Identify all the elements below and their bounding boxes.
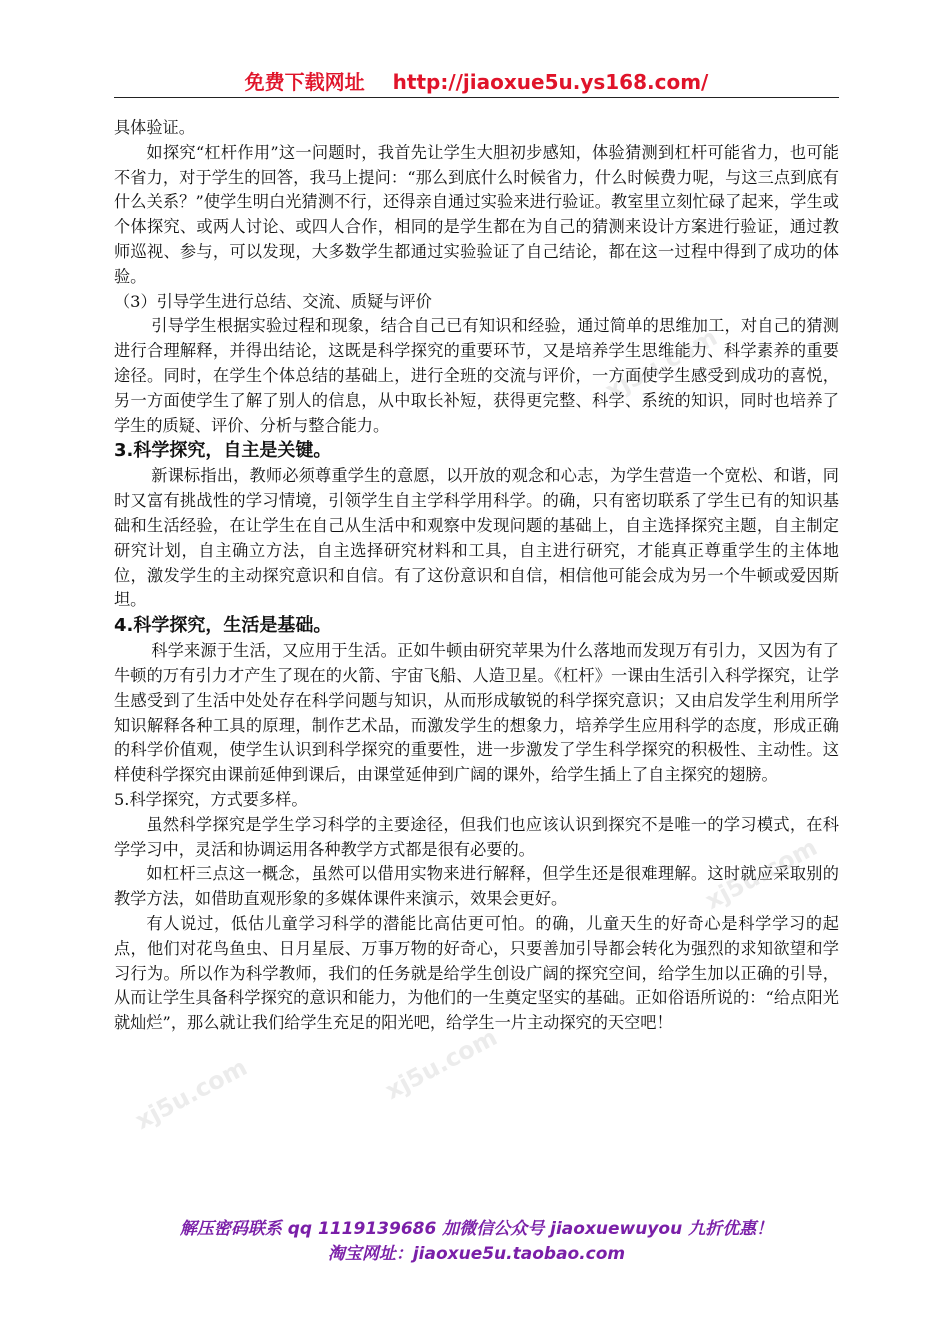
paragraph: 具体验证。	[114, 118, 195, 137]
footer-contact-line: 解压密码联系 qq 1119139686 加微信公众号 jiaoxuewuyou 九折优惠！	[179, 1219, 774, 1239]
section-heading: 4.科学探究，生活是基础。	[114, 615, 332, 637]
paragraph: 如探究“杠杆作用”这一问题时，我首先让学生大胆初步感知，体验猜测到杠杆可能省力，也可能不省力，对于学生的回答，我马上提问：“那么到底什么时候省力，什么时候费力呢，与这三点到底有什么关系？”使学生明白光猜测不行，还得亲自通过实验来进行验证。教室里立刻忙碌了起来，学生或个体探究、或两人讨论、或四人合作，相同的是学生都在为自己的猜测来设计方案进行验证，通过教师巡视、参与，可以发现，大多数学生都通过实验验证了自己结论，都在这一过程中得到了成功的体验。	[114, 142, 839, 286]
paragraph: 有人说过，低估儿童学习科学的潜能比高估更可怕。的确，儿童天生的好奇心是科学学习的起点，他们对花鸟鱼虫、日月星辰、万事万物的好奇心，只要善加引导都会转化为强烈的求知欲望和学习行为。所以作为科学教师，我们的任务就是给学生创设广阔的探究空间，给学生加以正确的引导，从而让学生具备科学探究的意识和能力，为他们的一生奠定坚实的基础。正如俗语所说的：“给点阳光就灿烂”，那么就让我们给学生充足的阳光吧，给学生一片主动探究的天空吧！	[114, 913, 839, 1033]
watermark: xj5u.com	[130, 1052, 252, 1136]
subsection-title: （3）引导学生进行总结、交流、质疑与评价	[114, 291, 432, 311]
paragraph: 如杠杆三点这一概念，虽然可以借用实物来进行解释，但学生还是很难理解。这时就应采取别的教学方法，如借助直观形象的多媒体课件来演示，效果会更好。	[114, 864, 839, 909]
page-header	[114, 66, 839, 95]
header-label: 免费下载网址	[244, 70, 365, 94]
paragraph: 新课标指出，教师必须尊重学生的意愿，以开放的观念和心志，为学生营造一个宽松、和谐，同时又富有挑战性的学习情境，引领学生自主学科学用科学。的确，只有密切联系了学生已有的知识基础和生活经验，在让学生在自己从生活中和观察中发现问题的基础上，自主选择探究主题，自主制定研究计划，自主确立方法，自主选择研究材料和工具，自主进行研究，才能真正尊重学生的主体地位，激发学生的主动探究意识和自信。有了这份意识和自信，相信他可能会成为另一个牛顿或爱因斯坦。	[114, 466, 839, 610]
header-url-link[interactable]: http://jiaoxue5u.ys168.com/	[392, 70, 709, 94]
watermark: xj5u.com	[380, 1022, 502, 1106]
footer-shop-link[interactable]: 淘宝网址：jiaoxue5u.taobao.com	[327, 1244, 626, 1264]
section-heading: 3.科学探究，自主是关键。	[114, 440, 332, 462]
paragraph: 科学来源于生活，又应用于生活。正如牛顿由研究苹果为什么落地而发现万有引力，又因为有了牛顿的万有引力才产生了现在的火箭、宇宙飞船、人造卫星。《杠杆》一课由生活引入科学探究，让学生感受到了生活中处处存在科学问题与知识，从而形成敏锐的科学探究意识；又由启发学生利用所学知识解释各种工具的原理，制作艺术品，而激发学生的想象力，培养学生应用科学的态度，形成正确的科学价值观，使学生认识到科学探究的重要性，进一步激发了学生科学探究的积极性、主动性。这样使科学探究由课前延伸到课后，由课堂延伸到广阔的课外，给学生插上了自主探究的翅膀。	[114, 641, 839, 785]
section-heading: 5.科学探究，方式要多样。	[114, 789, 308, 809]
watermark: xj5u.com	[600, 322, 722, 406]
paragraph: 虽然科学探究是学生学习科学的主要途径，但我们也应该认识到探究不是唯一的学习模式，在科学学习中，灵活和协调运用各种教学方式都是很有必要的。	[114, 814, 839, 859]
document-body	[114, 116, 839, 1036]
page-footer	[114, 1217, 839, 1267]
header-divider	[114, 97, 839, 98]
watermark: xj5u.com	[700, 832, 822, 916]
paragraph: 引导学生根据实验过程和现象，结合自己已有知识和经验，通过简单的思维加工，对自己的猜测进行合理解释，并得出结论，这既是科学探究的重要环节，又是培养学生思维能力、科学素养的重要途径。同时，在学生个体总结的基础上，进行全班的交流与评价，一方面使学生感受到成功的喜悦，另一方面使学生了解了别人的信息，从中取长补短，获得更完整、科学、系统的知识，同时也培养了学生的质疑、评价、分析与整合能力。	[114, 316, 839, 435]
